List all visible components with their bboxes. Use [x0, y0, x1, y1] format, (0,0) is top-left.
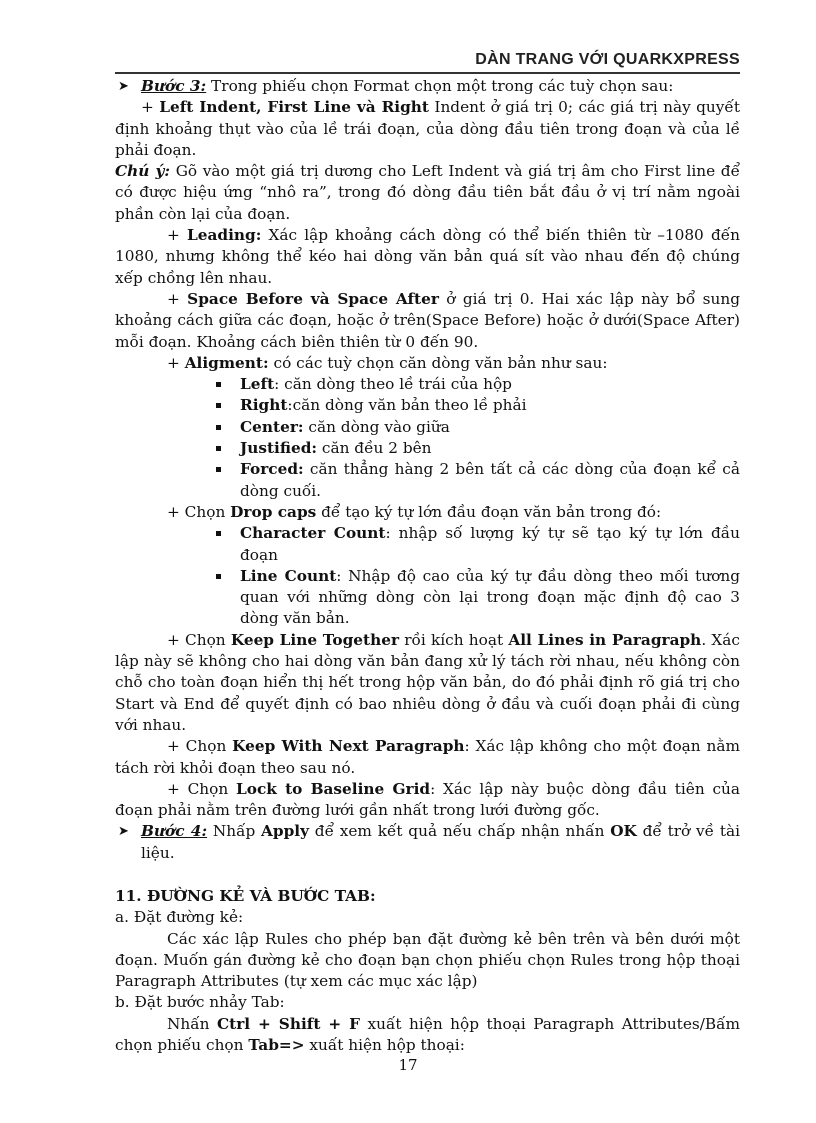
keepnext-prefix: + Chọn	[167, 737, 233, 756]
step-3-label: Bước 3:	[141, 77, 207, 95]
list-item-text: : căn dòng theo lề trái của hộp	[274, 375, 512, 394]
list-item-bold: Character Count	[240, 524, 386, 543]
subsection-b-label: b. Đặt bước nhảy Tab:	[115, 993, 285, 1012]
list-item	[115, 417, 740, 438]
page-number: 17	[398, 1056, 418, 1074]
list-item-bold: Center:	[240, 417, 304, 436]
lockgrid-prefix: + Chọn	[167, 779, 236, 798]
indent-paragraph	[115, 97, 740, 161]
alignment-bold: Aligment:	[184, 353, 269, 372]
list-item-text: : nhập số lượng ký tự sẽ tạo ký tự lớn đầu đoạn	[240, 524, 740, 564]
dropcaps-prefix: + Chọn	[167, 502, 231, 521]
keepline-mid: rồi kích hoạt	[399, 630, 509, 649]
list-item-bold: Justified:	[240, 439, 318, 458]
leading-text: Xác lập khoảng cách dòng có thể biến thiên từ –1080 đến 1080, nhưng không thể kéo hai dòng văn bản quá sít vào nhau đến độ chúng xếp chồng lên nhau.	[115, 226, 741, 287]
square-bullet-icon	[216, 531, 221, 536]
b-bold-2: Tab=>	[248, 1036, 305, 1055]
lockgrid-bold: Lock to Baseline Grid	[235, 779, 431, 798]
step-4-paragraph	[115, 821, 740, 864]
section-heading: 11. ĐƯỜNG KẺ VÀ BƯỚC TAB:	[115, 886, 376, 905]
leading-paragraph	[115, 225, 740, 289]
keepnext-paragraph	[115, 736, 740, 779]
square-bullet-icon	[216, 403, 221, 408]
list-item	[115, 523, 740, 566]
subsection-a-text: Các xác lập Rules cho phép bạn đặt đường kẻ bên trên và bên dưới một đoạn. Muốn gán đường kẻ cho đoạn bạn chọn phiếu chọn Rules trong hộp thoại Paragraph Attributes (tự xem các mục xác lập)	[115, 929, 740, 991]
list-item-text: căn thẳng hàng 2 bên tất cả các dòng của đoạn kể cả dòng cuối.	[240, 460, 740, 500]
square-bullet-icon	[216, 446, 221, 451]
step-4-text-3: để trở về tài liệu.	[141, 822, 740, 862]
alignment-list	[115, 374, 740, 502]
running-header: DÀN TRANG VỚI QUARKXPRESS	[115, 50, 740, 74]
indent-text: Indent ở giá trị 0; các giá trị này quyết định khoảng thụt vào của lề trái đoạn, của dòng đầu tiên trong đoạn và của lề phải đoạn.	[115, 98, 740, 159]
step-3-paragraph	[115, 76, 740, 97]
list-item	[115, 438, 740, 459]
subsection-b-text	[115, 1014, 740, 1057]
square-bullet-icon	[216, 467, 221, 472]
step-4-text-2: để xem kết quả nếu chấp nhận nhấn	[309, 822, 611, 841]
keepline-prefix: + Chọn	[167, 630, 231, 649]
space-text: ở giá trị 0. Hai xác lập này bổ sung khoảng cách giữa các đoạn, hoặc ở trên(Space Before) hoặc ở dưới(Space After) mỗi đoạn. Khoảng cách biên thiên từ 0 đến 90.	[115, 289, 740, 351]
step-4-label: Bước 4:	[141, 822, 208, 841]
list-item-text: :căn dòng văn bản theo lề phải	[287, 396, 527, 415]
alignment-prefix: +	[167, 353, 185, 372]
subsection-a-label: a. Đặt đường kẻ:	[115, 908, 244, 927]
space-bold: Space Before và Space After	[187, 289, 439, 308]
indent-prefix: +	[141, 98, 160, 117]
square-bullet-icon	[216, 382, 221, 387]
leading-prefix: +	[167, 226, 187, 245]
list-item-bold: Line Count	[240, 566, 337, 585]
keepline-text: . Xác lập này sẽ không cho hai dòng văn bản đang xử lý tách rời nhau, nếu không còn chỗ cho toàn đoạn hiển thị hết trong hộp văn bản, do đó phải định rõ giá trị cho Start và End để quyết định có bao nhiêu dòng ở đầu và cuối đoạn phải đi cùng với nhau.	[115, 630, 740, 734]
note-paragraph	[115, 161, 740, 225]
keepnext-bold: Keep With Next Paragraph	[232, 737, 465, 756]
leading-bold: Leading:	[186, 226, 262, 245]
dropcaps-text: để tạo ký tự lớn đầu đoạn văn bản trong đó:	[316, 502, 662, 521]
list-item-text: : Nhập độ cao của ký tự đầu dòng theo mối tương quan với những dòng còn lại trong đoạn mặc định độ cao 3 dòng văn bản.	[240, 566, 741, 628]
list-item-text: căn dòng vào giữa	[303, 417, 450, 436]
list-item	[115, 374, 740, 395]
b-text-3: xuất hiện hộp thoại:	[304, 1036, 465, 1055]
list-item-bold: Right	[240, 396, 288, 415]
list-item	[115, 566, 740, 630]
list-item-bold: Forced:	[240, 460, 304, 479]
page	[115, 50, 740, 1056]
keepnext-text: : Xác lập không cho một đoạn nằm tách rời khỏi đoạn theo sau nó.	[115, 737, 740, 777]
note-text: Gõ vào một giá trị dương cho Left Indent và giá trị âm cho First line để có được hiệu ứng “nhô ra”, trong đó dòng đầu tiên bắt đầu ở vị trí nằm ngoài phần còn lại của đoạn.	[115, 162, 741, 223]
alignment-paragraph	[115, 353, 740, 374]
list-item	[115, 395, 740, 416]
lockgrid-paragraph	[115, 779, 740, 822]
alignment-text: có các tuỳ chọn căn dòng văn bản như sau:	[268, 353, 608, 372]
b-text-1: Nhấn	[167, 1014, 217, 1033]
b-text-2: xuất hiện hộp thoại Paragraph Attributes/Bấm chọn phiếu chọn	[115, 1014, 740, 1055]
keepline-bold-2: All Lines in Paragraph	[508, 630, 702, 649]
page-content	[115, 76, 740, 1056]
space-paragraph	[115, 289, 740, 353]
arrow-bullet-icon: ➤	[118, 824, 129, 840]
step-4-bold-1: Apply	[261, 822, 310, 841]
lockgrid-text: : Xác lập này buộc dòng đầu tiên của đoạn phải nằm trên đường lưới gần nhất trong lưới đường gốc.	[115, 779, 740, 820]
step-3-text: Trong phiếu chọn Format chọn một trong các tuỳ chọn sau:	[206, 77, 674, 95]
space-prefix: +	[167, 289, 188, 308]
dropcaps-list	[115, 523, 740, 629]
dropcaps-bold: Drop caps	[230, 502, 317, 521]
note-label: Chú ý:	[115, 162, 171, 181]
square-bullet-icon	[216, 425, 221, 430]
step-4-bold-2: OK	[610, 822, 637, 841]
b-bold-1: Ctrl + Shift + F	[216, 1014, 361, 1033]
list-item-bold: Left	[240, 375, 275, 394]
dropcaps-paragraph	[115, 502, 740, 523]
step-4-text-1: Nhấp	[207, 822, 262, 841]
arrow-bullet-icon: ➤	[118, 79, 129, 94]
keepline-paragraph	[115, 630, 740, 736]
indent-bold: Left Indent, First Line và Right	[159, 98, 429, 117]
list-item	[115, 459, 740, 502]
keepline-bold-1: Keep Line Together	[230, 630, 400, 649]
list-item-text: căn đều 2 bên	[317, 439, 432, 458]
square-bullet-icon	[216, 574, 221, 579]
